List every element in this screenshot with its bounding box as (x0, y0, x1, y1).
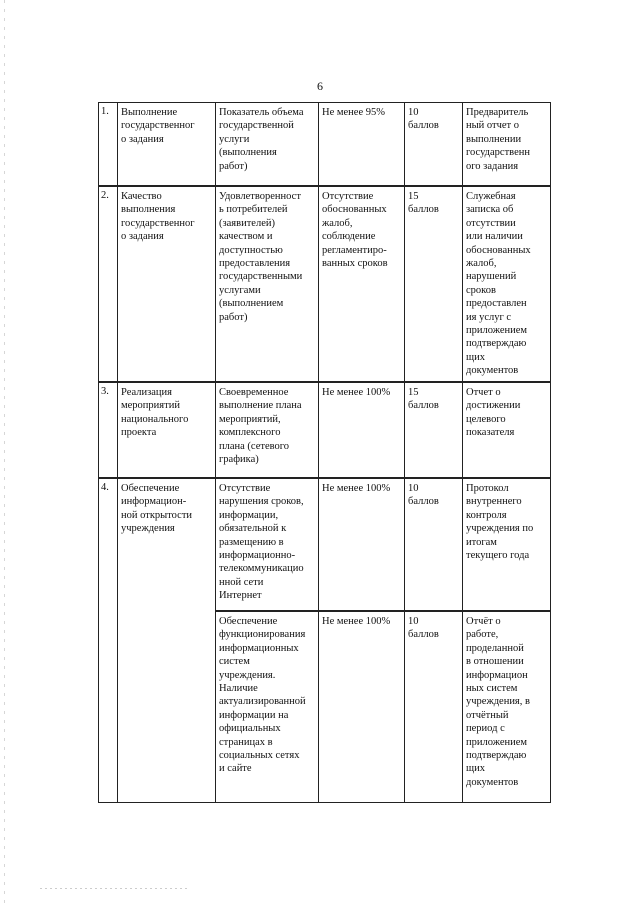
table-row (117, 102, 551, 186)
scan-edge-artifact (4, 0, 5, 905)
supporting-document: Отчет о достижении целевого показателя (462, 382, 551, 478)
score: 10 баллов (404, 478, 462, 611)
page-number: 6 (317, 79, 323, 93)
criterion-name: Выполнение государственног о задания (117, 102, 215, 186)
supporting-document: Предваритель ный отчет о выполнении государственн ого задания (462, 102, 551, 186)
indicator: Показатель объема государственной услуги (выполнения работ) (215, 102, 318, 186)
criterion-name: Реализация мероприятий национального проекта (117, 382, 215, 478)
indicator: Своевременное выполнение плана мероприятий, комплексного плана (сетевого графика) (215, 382, 318, 478)
table-row (117, 382, 551, 478)
supporting-document: Протокол внутреннего контроля учреждения по итогам текущего года (462, 478, 551, 611)
row-number: 4. (98, 478, 118, 803)
criterion-value: Отсутствие обоснованных жалоб, соблюдение регламентиро- ванных сроков (318, 186, 404, 382)
indicator: Удовлетворенност ь потребителей (заявителей) качеством и доступностью предоставления государственными услугами (выполнением работ) (215, 186, 318, 382)
indicator: Отсутствие нарушения сроков, информации, обязательной к размещению в информационно- телекоммуникацио нной сети Интернет (215, 478, 318, 611)
score: 15 баллов (404, 186, 462, 382)
row-number: 2. (98, 186, 118, 382)
criterion-value: Не менее 100% (318, 382, 404, 478)
criterion-value: Не менее 100% (318, 478, 404, 611)
criterion-name: Качество выполнения государственног о задания (117, 186, 215, 382)
table-row (117, 186, 551, 382)
indicator: Обеспечение функционирования информационных систем учреждения. Наличие актуализированной информации на официальных страницах в социальных сетях и сайте (215, 611, 318, 803)
criterion-value: Не менее 95% (318, 102, 404, 186)
supporting-document: Служебная записка об отсутствии или наличии обоснованных жалоб, нарушений сроков предоставлен ия услуг с приложением подтверждаю щих документов (462, 186, 551, 382)
row-number: 1. (98, 102, 118, 186)
score: 10 баллов (404, 102, 462, 186)
scan-bottom-artifact (40, 888, 190, 889)
score: 15 баллов (404, 382, 462, 478)
table-subrow (117, 478, 551, 611)
table-subrow (117, 611, 551, 803)
score: 10 баллов (404, 611, 462, 803)
criterion-value: Не менее 100% (318, 611, 404, 803)
row-number: 3. (98, 382, 118, 478)
supporting-document: Отчёт о работе, проделанной в отношении информацион ных систем учреждения, в отчётный период с приложением подтверждаю щих документов (462, 611, 551, 803)
criterion-name: Обеспечение информацион- ной открытости учреждения (117, 478, 215, 803)
